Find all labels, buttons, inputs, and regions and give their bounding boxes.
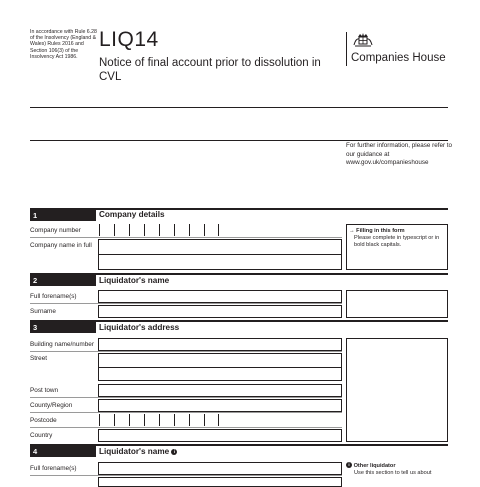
section-4-number: 4 xyxy=(30,446,96,457)
section-3-title: Liquidator's address xyxy=(99,323,180,332)
company-number-label: Company number xyxy=(30,227,81,234)
postcode-char[interactable] xyxy=(159,414,174,426)
row-divider xyxy=(30,397,342,398)
section-2-side-box xyxy=(346,290,448,318)
forenames-label: Full forename(s) xyxy=(30,293,77,300)
company-name-label: Company name in full xyxy=(30,242,92,249)
company-number-digit[interactable] xyxy=(204,224,219,236)
county-label: County/Region xyxy=(30,402,73,409)
street-label: Street xyxy=(30,355,48,362)
other-liquidator-note-title: Other liquidator xyxy=(353,463,396,469)
postcode-char[interactable] xyxy=(114,414,129,426)
company-number-digit[interactable] xyxy=(144,224,159,236)
company-number-digit[interactable] xyxy=(174,224,189,236)
country-label: Country xyxy=(30,432,53,439)
section-1-title: Company details xyxy=(99,210,165,219)
organisation-name: Companies House xyxy=(351,52,446,64)
postcode-char[interactable] xyxy=(189,414,204,426)
form-title: Notice of final account prior to dissolution in CVL xyxy=(99,57,321,83)
row-divider xyxy=(30,412,342,413)
forenames-label: Full forename(s) xyxy=(30,465,77,472)
postcode-label: Postcode xyxy=(30,417,57,424)
forenames-field[interactable] xyxy=(98,462,342,475)
company-number-digit[interactable] xyxy=(159,224,174,236)
logo-divider xyxy=(346,32,347,66)
county-field[interactable] xyxy=(98,399,342,412)
post-town-field[interactable] xyxy=(98,384,342,397)
postcode-char[interactable] xyxy=(129,414,144,426)
surname-field[interactable] xyxy=(98,305,342,318)
filling-in-note-head: → Filling in this form xyxy=(349,228,405,234)
royal-crest-icon xyxy=(352,32,374,48)
row-divider xyxy=(30,237,342,238)
further-info-text: For further information, please refer to our guidance at www.gov.uk/companieshouse xyxy=(346,142,453,167)
company-name-divider xyxy=(98,254,342,255)
other-liquidator-note xyxy=(346,462,448,477)
postcode-char[interactable] xyxy=(99,414,114,426)
row-divider xyxy=(30,427,342,428)
other-liquidator-note-text: Use this section to tell us about xyxy=(354,470,432,476)
row-divider xyxy=(30,303,342,304)
section-3-side-box xyxy=(346,338,448,442)
section-3-number: 3 xyxy=(30,322,96,333)
building-field[interactable] xyxy=(98,338,342,351)
filling-in-note-box xyxy=(346,224,448,270)
company-number-field[interactable] xyxy=(99,224,219,236)
country-field[interactable] xyxy=(98,429,342,442)
postcode-field[interactable] xyxy=(99,414,219,426)
header-rule-bottom xyxy=(30,140,448,141)
surname-label: Surname xyxy=(30,308,56,315)
surname-field[interactable] xyxy=(98,477,342,487)
building-label: Building name/number xyxy=(30,341,94,348)
row-divider xyxy=(30,351,342,352)
section-1-number: 1 xyxy=(30,210,96,221)
legal-reference: In accordance with Rule 6.28 of the Insolvency (England & Wales) Rules 2016 and Section 106(3) of the Insolvency Act 1986. xyxy=(30,29,97,60)
forenames-field[interactable] xyxy=(98,290,342,303)
postcode-char[interactable] xyxy=(204,414,219,426)
company-number-digit[interactable] xyxy=(114,224,129,236)
filling-in-note-text: Please complete in typescript or in bold black capitals. xyxy=(354,235,440,248)
row-divider xyxy=(30,475,342,476)
company-number-digit[interactable] xyxy=(99,224,114,236)
post-town-label: Post town xyxy=(30,387,59,394)
other-liquidator-note-head xyxy=(346,462,448,470)
section-4-title-text: Liquidator's name xyxy=(99,447,170,456)
section-2-title: Liquidator's name xyxy=(99,276,170,285)
postcode-char[interactable] xyxy=(174,414,189,426)
postcode-char[interactable] xyxy=(144,414,159,426)
section-4-title xyxy=(99,447,177,456)
info-icon: i xyxy=(171,449,177,455)
header-rule-top xyxy=(30,107,448,108)
section-2-number: 2 xyxy=(30,275,96,286)
street-divider xyxy=(98,367,342,368)
company-number-digit[interactable] xyxy=(189,224,204,236)
info-icon: i xyxy=(346,462,352,468)
form-code: LIQ14 xyxy=(99,28,159,51)
company-number-digit[interactable] xyxy=(129,224,144,236)
